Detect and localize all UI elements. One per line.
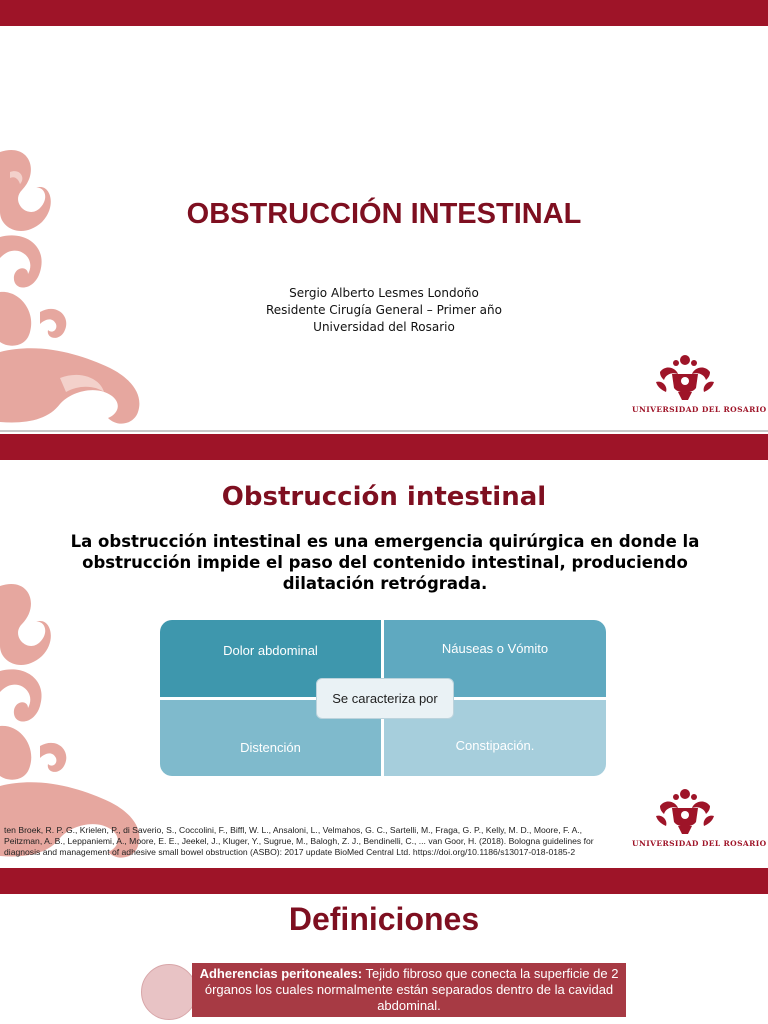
cell-label: Náuseas o Vómito (441, 641, 549, 656)
university-crest-icon (652, 786, 718, 838)
cell-label: Dolor abdominal (223, 643, 318, 658)
slide-3 (0, 868, 768, 1024)
definition-box (192, 963, 626, 1017)
logo-text: UNIVERSIDAD DEL ROSARIO (632, 405, 767, 414)
reference-citation: ten Broek, R. P. G., Krielen, P., di Saverio, S., Coccolini, F., Biffl, W. L., Ansaloni, L., Velmahos, G. C., Sartelli, M., Fraga, G. P., Kelly, M. D., Moore, F. A., Peitzman, A. B., Leppaniemi, A., Moore, E. E., Jeekel, J., Kluger, Y., Sugrue, M., Balogh, Z. J., Bendinelli, C., ... van Goor, H. (2018). Bologna guidelines for diagnosis and management of adhesive small bowel obstruction (ASBO): 2017 update BioMed Central Ltd. https://doi.org/10.1186/s13017-018-0185-2 (4, 825, 594, 857)
bullet-circle (141, 964, 197, 1020)
slide-1 (0, 0, 768, 432)
university-crest-icon (652, 352, 718, 404)
slide-2 (0, 434, 768, 866)
slide-title: Definiciones (288, 901, 480, 937)
author-name: Sergio Alberto Lesmes Londoño (289, 286, 479, 300)
definition-term: Adherencias peritoneales: (199, 966, 363, 981)
logo-text: UNIVERSIDAD DEL ROSARIO (632, 839, 767, 848)
top-bar (0, 868, 768, 894)
top-bar (0, 434, 768, 460)
ornament-swirl-icon (0, 576, 150, 866)
author-role: Residente Cirugía General – Primer año (266, 303, 502, 317)
author-institution: Universidad del Rosario (313, 320, 455, 334)
center-label: Se caracteriza por (316, 678, 454, 719)
slide-title: OBSTRUCCIÓN INTESTINAL (186, 198, 582, 230)
slide-title: Obstrucción intestinal (221, 482, 547, 512)
top-bar (0, 0, 768, 26)
cell-label: Constipación. (455, 737, 535, 753)
slide-body-text: La obstrucción intestinal es una emergencia quirúrgica en donde la obstrucción impide el paso del contenido intestinal, produciendo dilatación retrógrada. (70, 532, 700, 593)
slide-divider (0, 430, 768, 432)
cell-label: Distención (240, 739, 301, 755)
definition-text: Tejido fibroso que conecta la superficie de 2 órganos los cuales normalmente están separados dentro de la cavidad abdominal. (204, 966, 619, 1013)
